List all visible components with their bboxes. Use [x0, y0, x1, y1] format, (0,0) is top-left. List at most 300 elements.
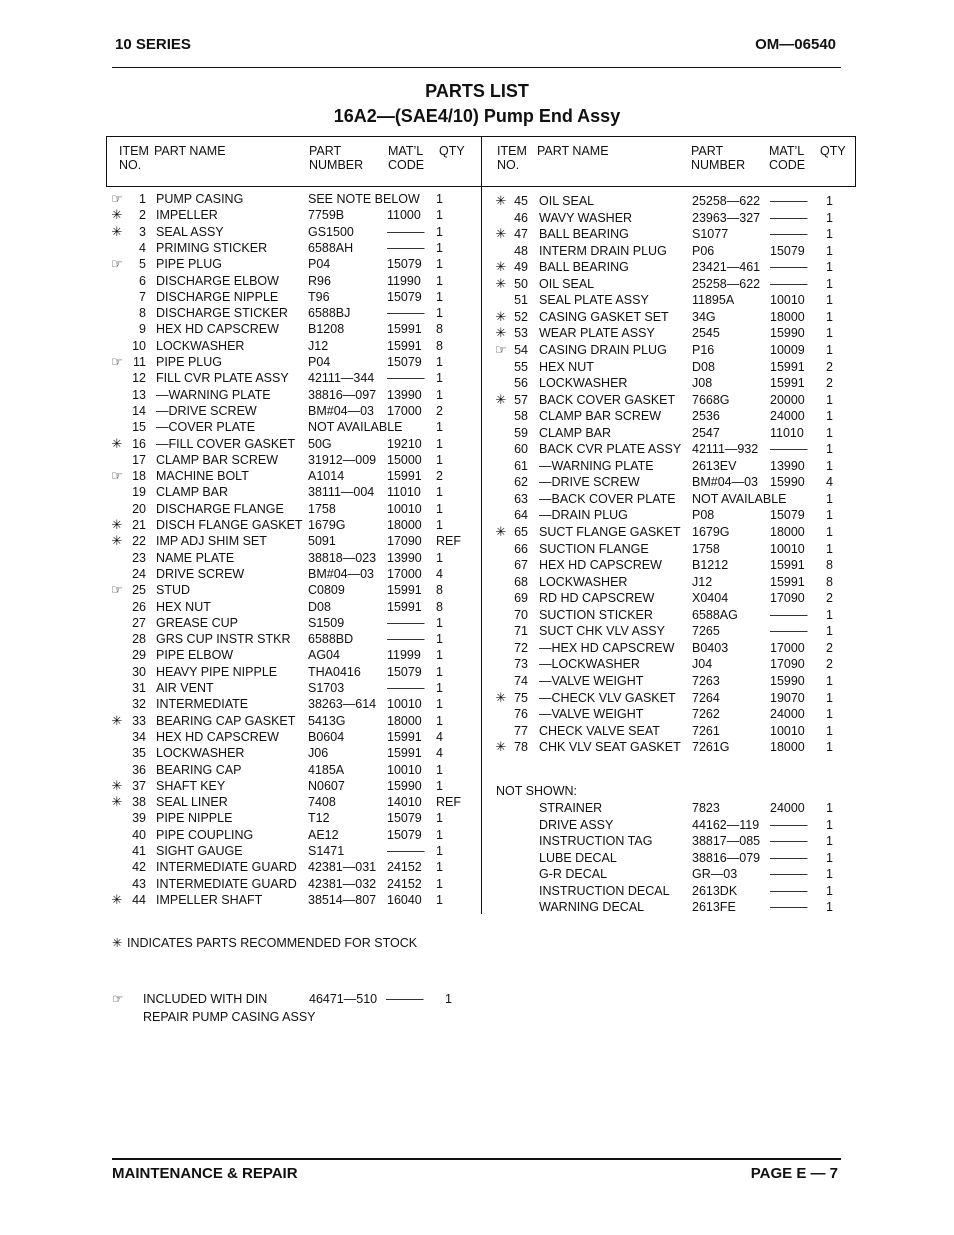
part-number: SEE NOTE BELOW: [308, 192, 420, 206]
matl-code: 11990: [387, 273, 421, 288]
item-number: 34: [132, 729, 146, 744]
row-marker-icon: ✳: [111, 777, 123, 793]
item-number: 10: [132, 338, 146, 353]
quantity: 1: [436, 371, 443, 386]
matl-code: ———: [770, 883, 808, 898]
quantity: 1: [436, 550, 443, 565]
part-name: INSTRUCTION TAG: [539, 834, 653, 848]
part-name: OIL SEAL: [539, 276, 595, 291]
part-name: WAVY WASHER: [539, 210, 633, 225]
part-number: S1703: [308, 681, 345, 695]
part-name: LOCKWASHER: [539, 574, 628, 589]
part-number: X0404: [692, 591, 729, 606]
part-name: —BACK COVER PLATE: [539, 491, 676, 506]
part-name: HEX NUT: [156, 599, 211, 614]
part-name: SEAL PLATE ASSY: [539, 293, 649, 308]
quantity: 1: [436, 681, 443, 695]
part-number: T96: [308, 289, 330, 304]
part-number: BM#04—03: [308, 566, 375, 581]
part-name: LOCKWASHER: [539, 376, 628, 391]
row-marker-icon: ✳: [111, 435, 123, 451]
matl-code: 17090: [770, 657, 805, 672]
row-marker-icon: ✳: [495, 524, 507, 539]
part-number: 7262: [692, 707, 720, 722]
part-name: INTERMEDIATE GUARD: [156, 876, 297, 891]
item-number: 30: [132, 664, 146, 679]
item-number: 66: [514, 541, 528, 556]
col-matl-code-left: MAT’L CODE: [388, 144, 425, 172]
quantity: 2: [826, 376, 833, 391]
part-name: SHAFT KEY: [156, 778, 226, 793]
part-number: 2613FE: [692, 900, 736, 914]
quantity: 8: [826, 574, 833, 589]
matl-code: 15990: [770, 326, 805, 341]
part-name: WARNING DECAL: [539, 900, 645, 914]
row-marker-icon: ✳: [111, 533, 123, 549]
col-part-number-left: PART NUMBER: [309, 144, 364, 172]
item-number: 18: [132, 469, 146, 484]
quantity: 1: [826, 326, 833, 341]
item-number: 69: [514, 591, 528, 606]
part-number: 7263: [692, 673, 720, 688]
item-number: 40: [132, 827, 146, 842]
quantity: 1: [436, 387, 443, 402]
part-name: SUCT FLANGE GASKET: [539, 525, 681, 539]
quantity: 1: [436, 778, 443, 793]
part-number: BM#04—03: [308, 403, 375, 418]
part-name: —DRAIN PLUG: [539, 508, 628, 523]
part-number: N0607: [308, 778, 345, 793]
item-number: 27: [132, 615, 146, 630]
quantity: 1: [826, 491, 833, 506]
matl-code: ———: [770, 194, 808, 208]
part-number: 5091: [308, 534, 336, 549]
part-name: LOCKWASHER: [156, 338, 245, 353]
row-marker-icon: ✳: [111, 891, 123, 907]
part-number: 6588AG: [692, 607, 738, 622]
part-number: 2545: [692, 326, 720, 341]
quantity: 1: [826, 817, 833, 832]
item-number: 61: [514, 458, 528, 473]
matl-code: 18000: [770, 309, 805, 324]
part-name: CHECK VALVE SEAT: [539, 723, 660, 738]
part-number: 7264: [692, 690, 720, 705]
matl-code: ———: [770, 834, 808, 848]
item-number: 47: [514, 227, 528, 242]
part-number: 23421—461: [692, 260, 761, 275]
matl-code: 15991: [387, 469, 422, 484]
quantity: 1: [826, 508, 833, 523]
part-number: GR—03: [692, 867, 738, 881]
footer-rule: [112, 1158, 841, 1160]
row-marker-icon: ✳: [495, 193, 507, 208]
matl-code: 10010: [387, 697, 422, 712]
quantity: 1: [436, 664, 443, 679]
quantity: 1: [436, 485, 443, 500]
part-number: 1758: [308, 501, 336, 516]
part-name: HEX HD CAPSCREW: [156, 729, 279, 744]
matl-code: ———: [770, 260, 808, 275]
item-number: 67: [514, 558, 528, 573]
part-number: 42111—344: [308, 371, 375, 386]
part-number: 7823: [692, 801, 720, 815]
part-number: 38816—097: [308, 387, 377, 402]
part-name: DISCHARGE ELBOW: [156, 273, 279, 288]
item-number: 65: [514, 525, 528, 539]
din-note-line2: REPAIR PUMP CASING ASSY: [143, 1010, 316, 1024]
part-number: B1212: [692, 558, 729, 573]
matl-code: ———: [387, 224, 425, 239]
matl-code: 24000: [770, 409, 805, 424]
matl-code: ———: [770, 867, 808, 881]
quantity: 1: [826, 541, 833, 556]
item-number: 39: [132, 811, 146, 826]
item-number: 6: [139, 273, 146, 288]
part-name: IMP ADJ SHIM SET: [156, 534, 267, 549]
part-name: MACHINE BOLT: [156, 469, 249, 484]
matl-code: 17090: [387, 534, 422, 549]
matl-code: 11010: [387, 485, 421, 500]
part-name: AIR VENT: [156, 681, 214, 695]
footer-page-number: PAGE E — 7: [750, 1165, 838, 1182]
part-name: DISCHARGE STICKER: [156, 306, 288, 321]
item-number: 23: [132, 550, 146, 565]
row-marker-icon: ✳: [495, 739, 507, 755]
quantity: 1: [826, 624, 833, 639]
part-number: 38514—807: [308, 892, 377, 907]
quantity: 1: [436, 240, 443, 255]
matl-code: 10010: [770, 293, 805, 308]
part-number: 34G: [692, 309, 716, 324]
item-number: 41: [132, 844, 146, 858]
part-name: BEARING CAP: [156, 762, 242, 777]
part-number: 7261: [692, 723, 720, 738]
quantity: 1: [826, 723, 833, 738]
part-number: J12: [692, 574, 713, 589]
part-number: 2536: [692, 409, 720, 424]
item-number: 21: [132, 518, 146, 532]
din-qty: 1: [445, 992, 452, 1006]
quantity: 1: [826, 243, 833, 258]
part-name: —LOCKWASHER: [539, 657, 640, 672]
quantity: 1: [436, 501, 443, 516]
part-name: —VALVE WEIGHT: [539, 673, 644, 688]
part-name: SUCT CHK VLV ASSY: [539, 624, 665, 639]
matl-code: 17000: [770, 640, 805, 655]
item-number: 56: [514, 376, 528, 391]
item-number: 60: [514, 442, 528, 457]
matl-code: 15991: [387, 729, 422, 744]
quantity: 1: [826, 867, 833, 881]
item-number: 28: [132, 632, 146, 647]
matl-code: ———: [770, 900, 808, 914]
matl-code: 18000: [387, 518, 422, 532]
part-number: J06: [308, 746, 329, 761]
item-number: 53: [514, 326, 528, 341]
matl-code: 10010: [387, 762, 422, 777]
quantity: 1: [436, 713, 443, 728]
matl-code: 15991: [387, 583, 422, 598]
item-number: 19: [132, 485, 146, 500]
quantity: 1: [826, 801, 833, 815]
column-header-rule-right: [482, 186, 856, 187]
quantity: 1: [436, 257, 443, 272]
item-number: 76: [514, 707, 528, 722]
matl-code: ———: [387, 615, 425, 630]
matl-code: 15991: [387, 322, 422, 337]
item-number: 70: [514, 607, 528, 622]
col-qty-left: QTY: [439, 144, 465, 158]
stock-note-text: INDICATES PARTS RECOMMENDED FOR STOCK: [127, 936, 418, 950]
part-name: LOCKWASHER: [156, 746, 245, 761]
part-number: 2613DK: [692, 883, 738, 898]
item-number: 48: [514, 243, 528, 258]
matl-code: 15079: [387, 257, 422, 272]
part-name: CASING DRAIN PLUG: [539, 342, 667, 357]
matl-code: ———: [387, 240, 425, 255]
quantity: 1: [826, 525, 833, 539]
item-number: 16: [132, 436, 146, 451]
quantity: 1: [436, 306, 443, 321]
header-series: 10 SERIES: [115, 36, 191, 53]
item-number: 52: [514, 309, 528, 324]
item-number: 38: [132, 795, 146, 810]
matl-code: 13990: [770, 458, 805, 473]
quantity: 2: [826, 591, 833, 606]
part-name: PIPE PLUG: [156, 257, 222, 272]
part-number: 2613EV: [692, 458, 737, 473]
part-name: —HEX HD CAPSCREW: [539, 640, 675, 655]
quantity: 1: [826, 834, 833, 848]
quantity: 1: [826, 850, 833, 865]
item-number: 58: [514, 409, 528, 424]
part-name: SEAL LINER: [156, 795, 228, 810]
item-number: 62: [514, 475, 528, 490]
quantity: 2: [436, 403, 443, 418]
part-number: C0809: [308, 583, 345, 598]
item-number: 24: [132, 566, 146, 581]
quantity: 1: [436, 289, 443, 304]
item-number: 37: [132, 778, 146, 793]
part-number: 7759B: [308, 208, 345, 223]
part-name: CLAMP BAR SCREW: [156, 452, 279, 467]
item-number: 9: [139, 322, 146, 337]
matl-code: 15991: [770, 574, 805, 589]
part-number: GS1500: [308, 224, 354, 239]
item-number: 45: [514, 194, 528, 208]
item-number: 13: [132, 387, 146, 402]
quantity: 8: [826, 558, 833, 573]
part-number: P08: [692, 508, 715, 523]
quantity: 1: [436, 192, 443, 206]
quantity: 1: [436, 632, 443, 647]
quantity: 8: [436, 338, 443, 353]
part-name: —DRIVE SCREW: [156, 403, 257, 418]
quantity: 2: [826, 359, 833, 374]
quantity: 1: [826, 309, 833, 324]
matl-code: 16040: [387, 892, 422, 907]
part-name: IMPELLER: [156, 208, 218, 223]
item-number: 57: [514, 392, 528, 407]
part-name: —WARNING PLATE: [539, 458, 654, 473]
item-number: 59: [514, 425, 528, 440]
matl-code: 15991: [770, 558, 805, 573]
item-number: 68: [514, 574, 528, 589]
part-number: 7408: [308, 795, 336, 810]
row-marker-icon: ✳: [111, 207, 123, 223]
row-marker-icon: ✳: [495, 275, 507, 291]
quantity: 1: [436, 892, 443, 907]
part-number: AG04: [308, 648, 340, 663]
matl-code: 15079: [387, 355, 422, 369]
part-name: BALL BEARING: [539, 227, 629, 242]
part-name: GRS CUP INSTR STKR: [156, 632, 291, 647]
part-number: 42111—932: [692, 442, 759, 457]
col-item-right: ITEM NO.: [497, 144, 527, 172]
item-number: 22: [132, 534, 146, 549]
part-number: J04: [692, 657, 713, 672]
part-name: HEX HD CAPSCREW: [539, 558, 662, 573]
part-number: D08: [692, 359, 715, 374]
quantity: 2: [826, 640, 833, 655]
quantity: 1: [436, 224, 443, 239]
matl-code: 11010: [770, 425, 804, 440]
matl-code: 15079: [387, 664, 422, 679]
part-number: 25258—622: [692, 276, 761, 291]
col-matl-code-right: MAT’L CODE: [769, 144, 806, 172]
item-number: 7: [139, 289, 146, 304]
item-number: 42: [132, 860, 146, 875]
quantity: 1: [826, 409, 833, 424]
row-marker-icon: ☞: [111, 256, 123, 272]
part-number: THA0416: [308, 664, 361, 679]
part-number: S1077: [692, 227, 729, 242]
item-number: 12: [132, 371, 146, 386]
item-number: 49: [514, 260, 528, 275]
quantity: 1: [826, 607, 833, 622]
din-part-number: 46471—510: [309, 992, 378, 1006]
matl-code: 20000: [770, 392, 805, 407]
quantity: 2: [826, 657, 833, 672]
part-name: PRIMING STICKER: [156, 240, 268, 255]
part-number: NOT AVAILABLE: [692, 491, 787, 506]
part-name: —FILL COVER GASKET: [156, 436, 296, 451]
quantity: REF: [436, 795, 461, 810]
part-number: P16: [692, 342, 715, 357]
part-name: DISCHARGE NIPPLE: [156, 289, 279, 304]
matl-code: ———: [770, 624, 808, 639]
matl-code: 18000: [387, 713, 422, 728]
item-number: 15: [132, 420, 146, 435]
part-number: 38111—004: [308, 485, 375, 500]
quantity: 1: [826, 342, 833, 357]
part-number: 42381—031: [308, 860, 377, 875]
matl-code: 11999: [387, 648, 421, 663]
matl-code: 11000: [387, 208, 421, 223]
row-marker-icon: ✳: [495, 308, 507, 324]
item-number: 77: [514, 723, 528, 738]
part-name: —WARNING PLATE: [156, 387, 271, 402]
part-name: BACK COVER GASKET: [539, 392, 676, 407]
part-number: 31912—009: [308, 452, 377, 467]
part-number: T12: [308, 811, 330, 826]
matl-code: 19210: [387, 436, 422, 451]
row-marker-icon: ✳: [495, 689, 507, 705]
part-name: SIGHT GAUGE: [156, 844, 243, 858]
part-number: P04: [308, 257, 331, 272]
item-number: 14: [132, 403, 146, 418]
part-number: J12: [308, 338, 329, 353]
din-matl-code: ———: [386, 992, 424, 1006]
matl-code: 15990: [770, 673, 805, 688]
part-name: INTERM DRAIN PLUG: [539, 243, 667, 258]
part-number: 6588BJ: [308, 306, 351, 321]
item-number: 78: [514, 740, 528, 755]
matl-code: ———: [387, 681, 425, 695]
row-marker-icon: ☞: [111, 582, 123, 598]
part-name: BALL BEARING: [539, 260, 629, 275]
quantity: 1: [436, 648, 443, 663]
part-name: IMPELLER SHAFT: [156, 892, 263, 907]
part-number: 6588AH: [308, 240, 354, 255]
part-name: INSTRUCTION DECAL: [539, 883, 670, 898]
row-marker-icon: ✳: [111, 517, 123, 532]
item-number: 71: [514, 624, 528, 639]
matl-code: 10010: [770, 541, 805, 556]
part-number: 1758: [692, 541, 720, 556]
header-doc-number: OM—06540: [755, 36, 836, 53]
footer-section: MAINTENANCE & REPAIR: [112, 1165, 298, 1182]
matl-code: 15079: [387, 827, 422, 842]
part-name: INTERMEDIATE GUARD: [156, 860, 297, 875]
item-number: 64: [514, 508, 528, 523]
row-marker-icon: ✳: [495, 226, 507, 242]
not-shown-label: NOT SHOWN:: [496, 784, 578, 798]
item-number: 72: [514, 640, 528, 655]
column-separator: [481, 136, 482, 914]
part-name: SUCTION STICKER: [539, 607, 653, 622]
part-number: P06: [692, 243, 715, 258]
quantity: 1: [436, 208, 443, 223]
part-name: PIPE ELBOW: [156, 648, 234, 663]
matl-code: 15079: [387, 811, 422, 826]
matl-code: 15991: [387, 746, 422, 761]
quantity: 1: [436, 518, 443, 532]
part-number: 38818—023: [308, 550, 377, 565]
part-name: PIPE COUPLING: [156, 827, 254, 842]
item-number: 8: [139, 306, 146, 321]
part-number: AE12: [308, 827, 339, 842]
item-number: 63: [514, 491, 528, 506]
column-header-rule-left: [106, 186, 482, 187]
part-name: NAME PLATE: [156, 550, 235, 565]
part-number: 7668G: [692, 392, 730, 407]
row-marker-icon: ☞: [111, 191, 123, 206]
part-number: NOT AVAILABLE: [308, 420, 403, 435]
item-number: 17: [132, 452, 146, 467]
part-name: GREASE CUP: [156, 615, 238, 630]
part-name: OIL SEAL: [539, 194, 595, 208]
part-number: D08: [308, 599, 331, 614]
row-marker-icon: ✳: [495, 391, 507, 407]
item-number: 73: [514, 657, 528, 672]
item-number: 20: [132, 501, 146, 516]
page-title: PARTS LIST: [425, 81, 529, 101]
matl-code: 19070: [770, 690, 805, 705]
quantity: 1: [436, 827, 443, 842]
matl-code: 13990: [387, 550, 422, 565]
matl-code: 15000: [387, 452, 422, 467]
